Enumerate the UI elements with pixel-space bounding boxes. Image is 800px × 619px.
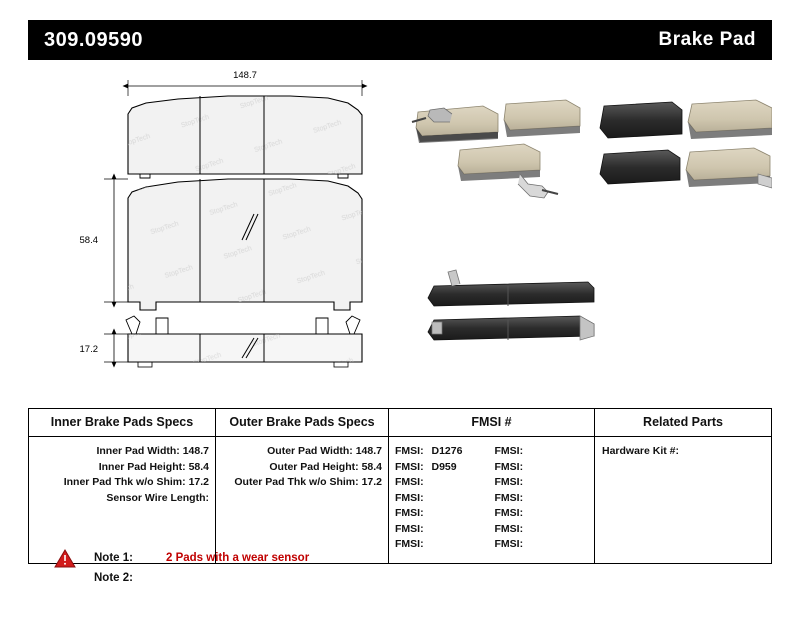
photo-pad-tan-5 [686, 148, 772, 188]
specs-table-header-row [29, 409, 771, 437]
spec-value: 148.7 [182, 445, 209, 457]
related-parts-cell [594, 437, 771, 563]
drawings-area [28, 62, 772, 392]
fmsi-label: FMSI: [494, 491, 524, 504]
spec-value: 148.7 [355, 445, 382, 457]
spec-value: 58.4 [188, 460, 209, 473]
dim-thickness-label: 17.2 [79, 344, 98, 355]
specs-table-body-row [29, 437, 771, 563]
photo-pad-tan-1 [416, 106, 498, 143]
header-inner-specs: Inner Brake Pads Specs [50, 415, 194, 429]
fmsi-row [495, 444, 595, 460]
fmsi-value: D959 [431, 460, 457, 473]
warning-icon [54, 549, 76, 568]
spec-label: Inner Pad Thk w/o Shim: [63, 476, 186, 488]
fmsi-label: FMSI: [395, 522, 424, 535]
spec-label: Outer Pad Height: [269, 460, 359, 473]
spec-label: Inner Pad Width: [96, 445, 180, 457]
notes-section [28, 548, 628, 588]
fmsi-row [395, 460, 495, 476]
product-photos [28, 62, 772, 392]
spec-row [29, 491, 215, 507]
fmsi-row [495, 475, 595, 491]
spec-label: Outer Pad Thk w/o Shim: [234, 476, 359, 488]
related-label: Hardware Kit #: [602, 445, 680, 457]
note-1-text: 2 Pads with a wear sensor [166, 552, 310, 564]
related-row [595, 444, 771, 460]
fmsi-label: FMSI: [395, 476, 424, 488]
fmsi-row [495, 491, 595, 507]
photo-pad-edge-2 [428, 316, 594, 340]
spec-label: Outer Pad Width: [267, 445, 353, 457]
fmsi-row [395, 444, 495, 460]
photo-pad-black-1 [600, 102, 682, 138]
fmsi-column-left [395, 444, 495, 553]
fmsi-value: D1276 [431, 445, 463, 457]
dim-height-label: 58.4 [79, 235, 98, 246]
spec-row [29, 475, 215, 491]
fmsi-row [395, 506, 495, 522]
dim-width-label: 148.7 [233, 70, 257, 81]
header-fmsi: FMSI # [388, 409, 594, 436]
outer-specs-cell [215, 437, 388, 563]
fmsi-row [495, 460, 595, 476]
fmsi-label: FMSI: [494, 522, 524, 535]
header-bar [28, 20, 772, 60]
photo-pad-tan-2 [504, 100, 580, 137]
spec-row [216, 444, 388, 460]
fmsi-cell [388, 437, 594, 563]
note-2-label: Note 2: [94, 572, 133, 584]
fmsi-label: FMSI: [494, 476, 524, 488]
fmsi-label: FMSI: [395, 538, 424, 550]
photo-pad-tan-4 [688, 100, 772, 139]
photo-pad-black-2 [600, 150, 680, 184]
page-title: Brake Pad [658, 29, 756, 50]
header-outer-specs: Outer Brake Pads Specs [215, 409, 388, 436]
fmsi-label: FMSI: [494, 538, 524, 550]
fmsi-label: FMSI: [494, 445, 524, 457]
fmsi-row [495, 506, 595, 522]
inner-specs-cell [29, 437, 215, 563]
part-number: 309.09590 [44, 28, 144, 51]
note-2-row [28, 568, 628, 588]
fmsi-label: FMSI: [494, 507, 524, 519]
fmsi-column-right [495, 444, 595, 553]
header-related-parts: Related Parts [594, 409, 771, 436]
fmsi-label: FMSI: [395, 491, 424, 504]
spec-row [29, 460, 215, 476]
fmsi-row [395, 475, 495, 491]
spec-label: Sensor Wire Length: [106, 491, 209, 504]
fmsi-row [495, 522, 595, 538]
fmsi-row [395, 491, 495, 507]
spec-value: 17.2 [188, 476, 209, 488]
fmsi-label: FMSI: [395, 445, 424, 457]
specs-table [28, 408, 772, 564]
spec-value: 58.4 [361, 460, 382, 473]
photo-pad-tan-3 [458, 144, 540, 181]
spec-row [29, 444, 215, 460]
fmsi-label: FMSI: [395, 460, 424, 473]
note-1-row [28, 548, 628, 568]
fmsi-label: FMSI: [395, 507, 424, 519]
fmsi-row [395, 522, 495, 538]
spec-value: 17.2 [361, 476, 382, 488]
note-1-label: Note 1: [94, 552, 133, 564]
spec-row [216, 475, 388, 491]
fmsi-label: FMSI: [494, 460, 524, 473]
spec-row [216, 460, 388, 476]
spec-label: Inner Pad Height: [98, 460, 186, 473]
photo-pad-edge-1 [428, 270, 594, 306]
